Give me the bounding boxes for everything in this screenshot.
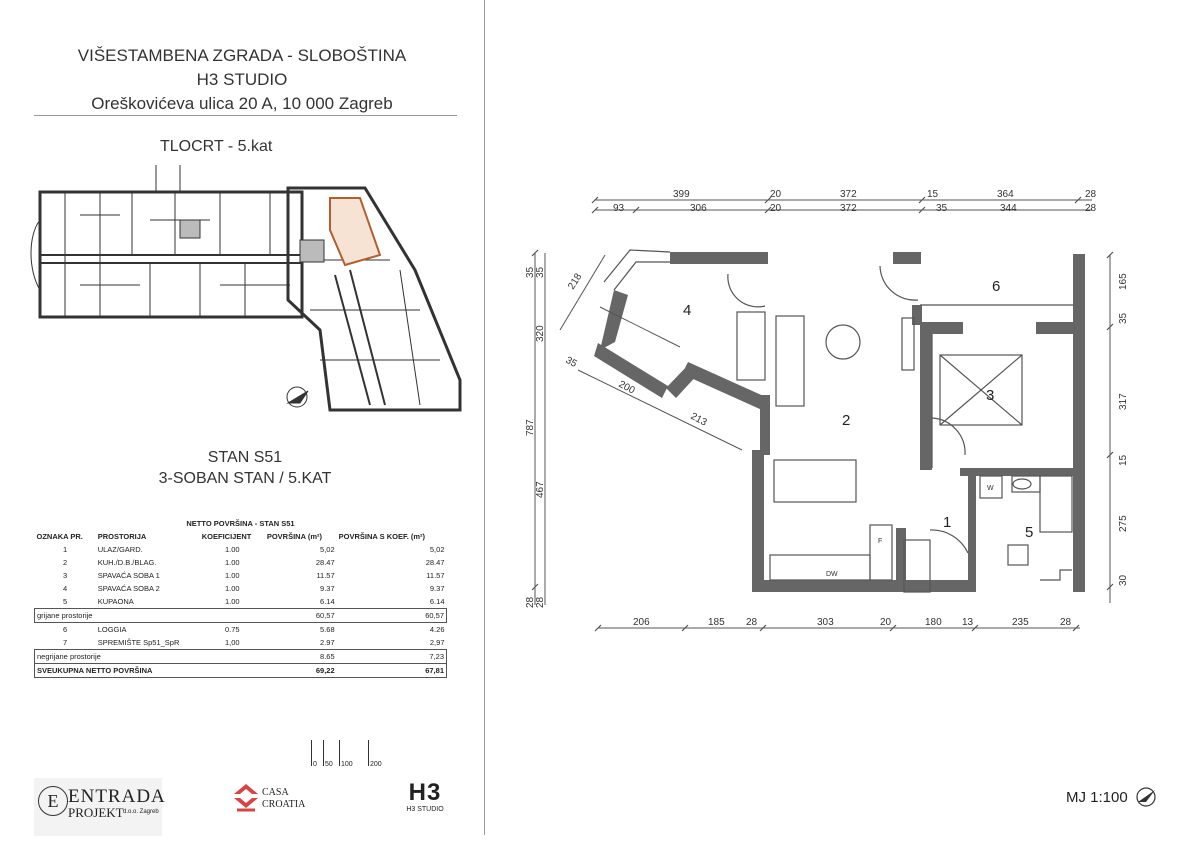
room-label-3: 3 <box>986 387 995 404</box>
room-label-2: 2 <box>842 412 851 429</box>
unheated-total-label: negrijane prostorije <box>35 650 200 664</box>
dim-left-320: 320 <box>535 325 546 342</box>
dim-diag-35: 35 <box>563 354 579 370</box>
table-cell: 5,02 <box>320 545 335 554</box>
table-cell: 5 <box>63 597 68 606</box>
key-plan-title: TLOCRT - 5.kat <box>160 138 273 155</box>
dim-top-20: 20 <box>770 189 782 200</box>
table-cell: 4 <box>63 584 68 593</box>
col-oznaka: OZNAKA PR. <box>36 532 83 541</box>
dim-left-35a: 35 <box>525 266 536 278</box>
h3-sub: H3 STUDIO <box>406 806 444 813</box>
project-title: VIŠESTAMBENA ZGRADA - SLOBOŠTINA <box>77 46 407 65</box>
table-cell: KUPAONA <box>97 597 134 606</box>
key-plan-drawing <box>20 160 470 420</box>
table-cell: 2,97 <box>429 638 445 647</box>
dim-left-28b: 28 <box>535 596 546 608</box>
dim-bottom-28: 28 <box>746 617 758 628</box>
table-cell: 2 <box>63 558 68 567</box>
dim-right-35: 35 <box>1118 312 1129 324</box>
room-label-6: 6 <box>992 278 1001 295</box>
col-povrsina-koef: POVRŠINA S KOEF. (m²) <box>338 532 426 541</box>
table-cell: ULAZ/GARD. <box>97 545 143 554</box>
dim-top-28b: 28 <box>1085 203 1097 214</box>
table-cell: 7 <box>63 638 68 647</box>
dim-top-93: 93 <box>613 203 625 214</box>
dim-diag-200: 200 <box>616 378 637 397</box>
dim-top-344: 344 <box>1000 203 1017 214</box>
col-povrsina: POVRŠINA (m²) <box>266 532 322 541</box>
dim-diag-213: 213 <box>688 410 709 429</box>
room-label-5: 5 <box>1025 524 1034 541</box>
apartment-type: 3-SOBAN STAN / 5.KAT <box>158 470 332 487</box>
dim-top-364: 364 <box>997 189 1014 200</box>
table-row-unheated-6 <box>35 623 447 637</box>
table-row-grand-total <box>35 664 447 678</box>
table-cell: 1.00 <box>225 584 240 593</box>
table-cell: 11.57 <box>316 571 335 580</box>
table-row-heated-total <box>35 609 447 623</box>
unheated-total-area: 8.65 <box>265 650 337 664</box>
room-label-4: 4 <box>683 302 692 319</box>
panel-divider <box>484 0 485 835</box>
table-cell: 1.00 <box>225 558 240 567</box>
dim-left-35b: 35 <box>535 266 546 278</box>
casa-croatia-emblem-icon <box>232 782 260 814</box>
entrada-emblem-icon: E <box>38 786 68 816</box>
dim-bottom-185: 185 <box>708 617 725 628</box>
table-cell: 9.37 <box>320 584 335 593</box>
col-koeficijent: KOEFICIJENT <box>201 532 252 541</box>
table-row-unheated-total <box>35 650 447 664</box>
table-row-heated-1 <box>35 543 447 556</box>
casa-text: CASA <box>262 787 289 798</box>
entrada-main-text: ENTRADA <box>68 786 166 807</box>
north-arrow-icon <box>1134 787 1158 807</box>
entrada-small-text: d.o.o. Zagreb <box>123 809 159 815</box>
table-cell: 6.14 <box>429 597 445 606</box>
scale-label-200: 200 <box>370 761 382 768</box>
table-cell: 6 <box>63 625 68 634</box>
dim-right-15: 15 <box>1118 454 1129 466</box>
table-cell: 1.00 <box>225 545 240 554</box>
dim-top-372b: 372 <box>840 203 857 214</box>
area-table <box>34 517 447 678</box>
table-cell: 0.75 <box>225 625 240 634</box>
dim-right-317: 317 <box>1118 393 1129 410</box>
dim-right-275: 275 <box>1118 515 1129 532</box>
table-cell: 1,00 <box>225 638 240 647</box>
project-address: Oreškovićeva ulica 20 A, 10 000 Zagreb <box>91 94 393 113</box>
scale-label-50: 50 <box>325 761 333 768</box>
table-row-heated-4 <box>35 582 447 595</box>
heated-total-area: 60,57 <box>265 609 337 623</box>
scale-tick-200 <box>368 740 369 766</box>
scale-tick-50 <box>323 740 324 766</box>
appliance-w: W <box>987 485 994 492</box>
dim-diag-218: 218 <box>566 271 585 292</box>
project-header <box>0 44 484 116</box>
area-table-caption: NETTO POVRŠINA - STAN S51 <box>186 519 295 528</box>
dim-top-15: 15 <box>927 189 939 200</box>
scale-tick-100 <box>339 740 340 766</box>
table-cell: 2.97 <box>320 638 335 647</box>
dim-top-35: 35 <box>936 203 948 214</box>
floor-plan <box>500 180 1190 640</box>
heated-total-label: grijane prostorije <box>35 609 200 623</box>
table-cell: 11.57 <box>426 571 445 580</box>
h3-mark: H3 <box>408 779 442 806</box>
table-cell: 28.47 <box>425 558 445 567</box>
dim-bottom-206: 206 <box>633 617 650 628</box>
table-row-heated-3 <box>35 569 447 582</box>
table-cell: KUH./D.B./BLAG. <box>97 558 157 567</box>
table-cell: 3 <box>63 571 68 580</box>
appliance-f: F <box>878 538 883 545</box>
entrada-sub-text: PROJEKT <box>68 805 124 820</box>
casa-croatia-logo <box>232 782 312 818</box>
room-label-1: 1 <box>943 514 952 531</box>
dim-bottom-235: 235 <box>1012 617 1029 628</box>
scale-label-0: 0 <box>313 761 317 768</box>
scale-label-100: 100 <box>341 761 353 768</box>
table-cell: 5,02 <box>429 545 445 554</box>
table-cell: 4.26 <box>429 625 445 634</box>
table-cell: 5.68 <box>320 625 335 634</box>
apartment-name: STAN S51 <box>207 449 283 466</box>
table-cell: 28.47 <box>315 558 335 567</box>
dim-bottom-303: 303 <box>817 617 834 628</box>
croatia-text: CROATIA <box>262 799 306 810</box>
dim-bottom-180: 180 <box>925 617 942 628</box>
dim-left-467: 467 <box>535 481 546 498</box>
dim-right-30: 30 <box>1118 574 1129 586</box>
table-cell: 6.14 <box>320 597 335 606</box>
table-cell: SPAVAĆA SOBA 2 <box>97 584 160 593</box>
table-cell: 1.00 <box>225 571 240 580</box>
dim-right-165: 165 <box>1118 273 1129 290</box>
dim-bottom-20: 20 <box>880 617 892 628</box>
table-cell: SPAVAĆA SOBA 1 <box>97 571 160 580</box>
area-table-header <box>35 530 447 543</box>
dim-top-372: 372 <box>840 189 857 200</box>
table-row-heated-2 <box>35 556 447 569</box>
table-row-unheated-7 <box>35 636 447 650</box>
grand-total-area: 69,22 <box>265 664 337 678</box>
dim-top-28: 28 <box>1085 189 1097 200</box>
table-cell: LOGGIA <box>97 625 127 634</box>
table-cell: SPREMIŠTE Sp51_SpR <box>97 638 180 647</box>
heated-total-area-coef: 60,57 <box>337 609 447 623</box>
dim-bottom-13: 13 <box>962 617 974 628</box>
table-cell: 9.37 <box>429 584 445 593</box>
dim-bottom-28b: 28 <box>1060 617 1072 628</box>
appliance-dw: DW <box>826 571 838 578</box>
table-cell: 1 <box>63 545 68 554</box>
scale-label: MJ 1:100 <box>1066 789 1128 806</box>
unheated-total-area-coef: 7,23 <box>337 650 447 664</box>
h3-logo <box>400 780 450 820</box>
dim-top-20b: 20 <box>770 203 782 214</box>
table-row-heated-5 <box>35 595 447 609</box>
table-cell: 1.00 <box>225 597 240 606</box>
grand-total-label: SVEUKUPNA NETTO POVRŠINA <box>35 664 200 678</box>
entrada-logo <box>34 778 166 836</box>
scale-tick-0 <box>311 740 312 766</box>
dim-left-28a: 28 <box>525 596 536 608</box>
grand-total-area-coef: 67,81 <box>337 664 447 678</box>
dim-left-787: 787 <box>525 419 536 436</box>
dim-top-306: 306 <box>690 203 707 214</box>
dim-top-399: 399 <box>673 189 690 200</box>
project-studio: H3 STUDIO <box>196 70 288 89</box>
col-prostorija: PROSTORIJA <box>97 532 147 541</box>
